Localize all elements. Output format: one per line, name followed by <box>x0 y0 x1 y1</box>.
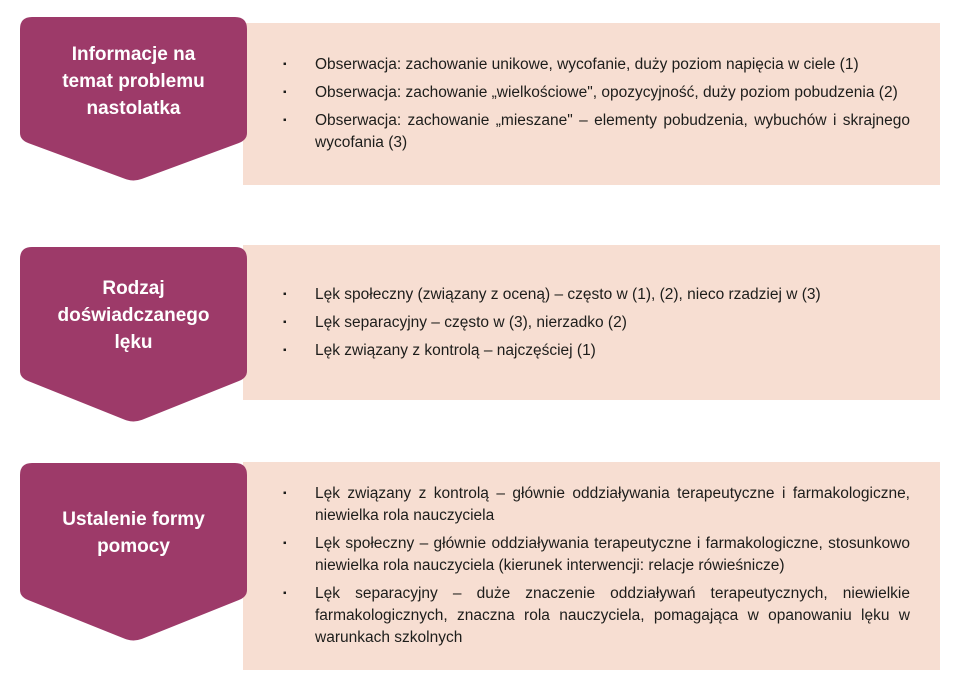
list-item <box>283 284 910 306</box>
bullet-square-icon: ▪ <box>283 316 287 328</box>
bullet-text: Lęk separacyjny – często w (3), nierzadko (2) <box>315 313 627 331</box>
bullet-square-icon: ▪ <box>283 288 287 300</box>
bullet-text: Obserwacja: zachowanie unikowe, wycofanie, duży poziom napięcia w ciele (1) <box>315 56 859 73</box>
list-item <box>283 82 910 104</box>
list-item <box>283 312 910 334</box>
section-panel <box>243 462 940 670</box>
bullet-text: Lęk separacyjny – duże znaczenie oddziaływań terapeutycznych, niewielkie farmakologicznych, znaczna rola nauczyciela, pomagająca w opanowaniu lęku w warunkach szkolnych <box>315 585 910 646</box>
section-rodzaj-leku <box>0 245 980 423</box>
list-item <box>283 54 910 76</box>
bullet-text: Lęk związany z kontrolą – najczęściej (1) <box>315 341 596 359</box>
section-label-text: Ustalenie formy pomocy <box>62 509 205 557</box>
section-label-banner <box>20 247 247 423</box>
bullet-square-icon: ▪ <box>283 538 287 549</box>
section-label-text: Rodzaj doświadczanego lęku <box>57 278 210 353</box>
list-item <box>283 583 910 649</box>
list-item <box>283 340 910 362</box>
bullet-square-icon: ▪ <box>283 87 287 98</box>
bullet-text: Lęk związany z kontrolą – głównie oddziaływania terapeutyczne i farmakologiczne, niewielka rola nauczyciela <box>315 485 910 524</box>
list-item <box>283 483 910 527</box>
section-panel <box>243 245 940 400</box>
section-informacje <box>0 17 980 185</box>
bullet-square-icon: ▪ <box>283 344 287 356</box>
bullet-square-icon: ▪ <box>283 588 287 599</box>
bullet-square-icon: ▪ <box>283 488 287 499</box>
section-label-banner <box>20 463 247 642</box>
bullet-text: Obserwacja: zachowanie „mieszane" – elementy pobudzenia, wybuchów i skrajnego wycofania (3) <box>315 112 910 151</box>
section-label-banner <box>20 17 247 182</box>
list-item <box>283 110 910 154</box>
bullet-text: Obserwacja: zachowanie „wielkościowe", opozycyjność, duży poziom pobudzenia (2) <box>315 84 898 101</box>
section-panel <box>243 23 940 185</box>
bullet-square-icon: ▪ <box>283 115 287 126</box>
section-formy-pomocy <box>0 462 980 670</box>
bullet-text: Lęk społeczny – głównie oddziaływania terapeutyczne i farmakologiczne, stosunkowo niewielka rola nauczyciela (kierunek interwencji: relacje rówieśnicze) <box>315 535 910 574</box>
bullet-square-icon: ▪ <box>283 59 287 70</box>
bullet-text: Lęk społeczny (związany z oceną) – często w (1), (2), nieco rzadziej w (3) <box>315 285 821 303</box>
section-label-text: Informacje na temat problemu nastolatka <box>62 44 205 119</box>
list-item <box>283 533 910 577</box>
